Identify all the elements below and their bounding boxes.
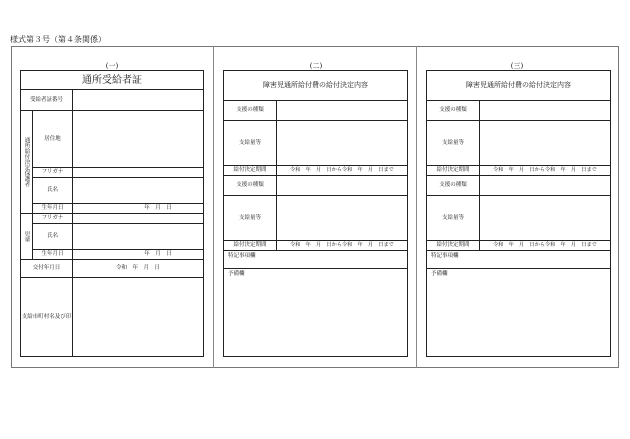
period-value: 令和 年 月 日から令和 年 月 日まで	[480, 166, 611, 176]
period-value: 令和 年 月 日から令和 年 月 日まで	[277, 241, 408, 251]
guardian-name-value[interactable]	[73, 178, 204, 204]
guardian-birthdate-value: 年 月 日	[73, 204, 204, 214]
address-label: 居住地	[33, 111, 73, 168]
decision-table-2	[223, 70, 408, 357]
decision-title: 障害児通所給付費の給付決定内容	[224, 71, 408, 101]
issue-date-label: 交付年月日	[21, 260, 73, 278]
reserve-field: 予備欄	[427, 269, 611, 357]
period-label: 給付決定期間	[427, 166, 480, 176]
recipient-number-value[interactable]	[73, 90, 204, 111]
child-furigana-value[interactable]	[73, 214, 204, 224]
period-label: 給付決定期間	[224, 166, 277, 176]
child-birthdate-value: 年 月 日	[73, 250, 204, 260]
guardian-furigana-label: フリガナ	[33, 168, 73, 178]
guardian-group-cell	[21, 111, 33, 214]
support-amount-value[interactable]	[480, 196, 611, 241]
support-type-value[interactable]	[277, 101, 408, 121]
card-title: 通所受給者証	[21, 71, 204, 90]
child-group-label: 児童	[23, 231, 30, 242]
guardian-name-label: 氏名	[33, 178, 73, 204]
municipality-value[interactable]	[73, 278, 204, 357]
support-type-label: 支援の種類	[427, 176, 480, 196]
support-type-value[interactable]	[277, 176, 408, 196]
guardian-birthdate-label: 生年月日	[33, 204, 73, 214]
decision-title: 障害児通所給付費の給付決定内容	[427, 71, 611, 101]
recipient-number-label: 受給者証番号	[21, 90, 73, 111]
recipient-card-table	[20, 70, 204, 357]
child-name-value[interactable]	[73, 224, 204, 250]
period-label: 給付決定期間	[427, 241, 480, 251]
special-notes-field: 特記事項欄	[427, 251, 611, 269]
section-divider	[213, 46, 214, 368]
address-value[interactable]	[73, 111, 204, 168]
reserve-field: 予備欄	[224, 269, 408, 357]
support-amount-label: 支給量等	[427, 196, 480, 241]
section-number-3: (三)	[510, 62, 524, 70]
support-amount-value[interactable]	[480, 121, 611, 166]
child-furigana-label: フリガナ	[33, 214, 73, 224]
special-notes-field: 特記事項欄	[224, 251, 408, 269]
section-number-1: (一)	[105, 62, 119, 70]
support-type-label: 支援の種類	[224, 176, 277, 196]
support-type-value[interactable]	[480, 101, 611, 121]
child-birthdate-label: 生年月日	[33, 250, 73, 260]
guardian-furigana-value[interactable]	[73, 168, 204, 178]
form-label: 様式第３号（第４条関係）	[10, 35, 106, 44]
section-number-2: (二)	[309, 62, 323, 70]
support-amount-value[interactable]	[277, 121, 408, 166]
municipality-label: 支給市町村名及び印	[21, 278, 73, 357]
support-amount-value[interactable]	[277, 196, 408, 241]
support-amount-label: 支給量等	[224, 121, 277, 166]
support-type-value[interactable]	[480, 176, 611, 196]
support-amount-label: 支給量等	[224, 196, 277, 241]
period-value: 令和 年 月 日から令和 年 月 日まで	[480, 241, 611, 251]
support-type-label: 支援の種類	[427, 101, 480, 121]
support-type-label: 支援の種類	[224, 101, 277, 121]
issue-date-value: 令和 年 月 日	[73, 260, 204, 278]
period-value: 令和 年 月 日から令和 年 月 日まで	[277, 166, 408, 176]
decision-table-3	[426, 70, 611, 357]
child-group-cell	[21, 214, 33, 260]
section-divider	[416, 46, 417, 368]
guardian-group-label: 通所給付決定保護者	[23, 137, 30, 187]
child-name-label: 氏名	[33, 224, 73, 250]
period-label: 給付決定期間	[224, 241, 277, 251]
support-amount-label: 支給量等	[427, 121, 480, 166]
